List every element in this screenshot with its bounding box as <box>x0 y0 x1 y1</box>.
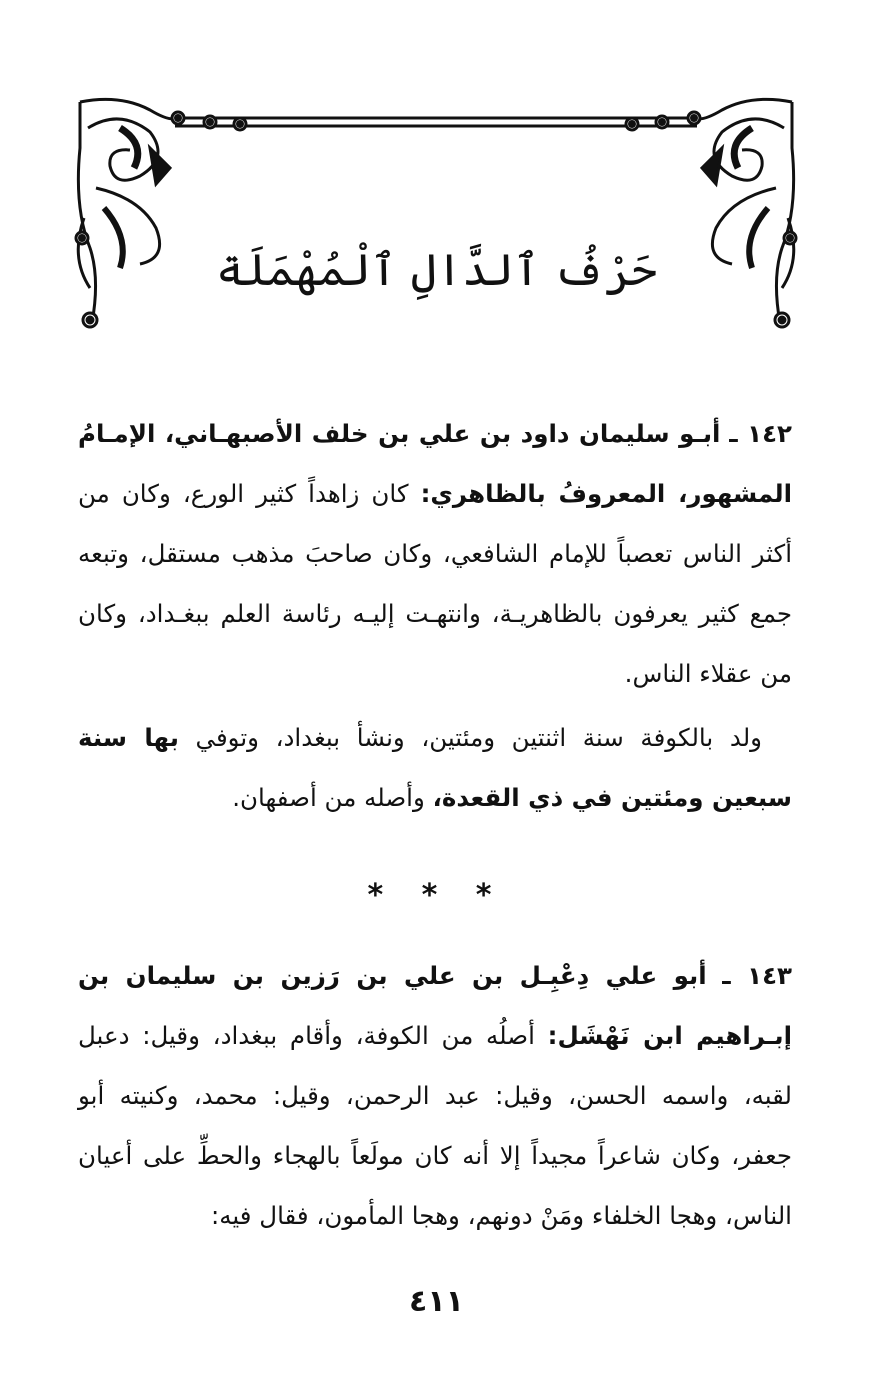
entry-142-para2-end: وأصله من أصفهان. <box>232 783 425 812</box>
chapter-title: حَرْفُ ٱلدَّالِ ٱلْمُهْمَلَة <box>216 245 657 296</box>
entry-143-body: أصلُه من الكوفة، وأقام ببغداد، وقيل: دعبل لقبه، واسمه الحسن، وقيل: عبد الرحمن، وقيل: محمد، وكنيته أبو جعفر، وكان شاعراً مجيداً إلا أنه كان مولَعاً بالهجاء والحطِّ على أعيان الناس، وهجا الخلفاء ومَنْ دونهم، وهجا المأمون، فقال فيه: <box>78 1021 792 1230</box>
biography-entry-142 <box>78 404 792 828</box>
ornamental-frame <box>60 88 812 338</box>
entry-142-number: ١٤٢ ـ <box>729 419 792 448</box>
section-separator: * * * <box>367 878 506 913</box>
entry-142-body: كان زاهداً كثير الورع، وكان من أكثر الناس تعصباً للإمام الشافعي، وكان صاحبَ مذهب مستقل، وتبعه جمع كثير يعرفون بالظاهريـة، وانتهـت إليـه رئاسة العلم ببغـداد، وكان من عقلاء الناس. <box>78 479 792 688</box>
entry-142-paragraph-2 <box>78 708 792 828</box>
entry-142-para2-bold: بها سنة سبعين ومئتين في ذي القعدة، <box>78 723 792 812</box>
entry-142-paragraph-1 <box>78 404 792 704</box>
entry-143-number: ١٤٣ ـ <box>722 961 792 990</box>
entry-143-heading: أبو علي دِعْبِـل بن علي بن رَزين بن سليمان بن إبـراهيم ابن نَهْشَل: <box>78 961 792 1050</box>
page-number: ٤١١ <box>409 1284 464 1319</box>
entry-142-heading: أبـو سليمان داود بن علي بن خلف الأصبهـاني، الإمـامُ المشهور، المعروفُ بالظاهري: <box>78 419 792 508</box>
biography-entry-143 <box>78 946 792 1246</box>
entry-142-para2-start: ولد بالكوفة سنة اثنتين ومئتين، ونشأ ببغداد، وتوفي <box>195 723 762 752</box>
entry-143-paragraph-1 <box>78 946 792 1246</box>
